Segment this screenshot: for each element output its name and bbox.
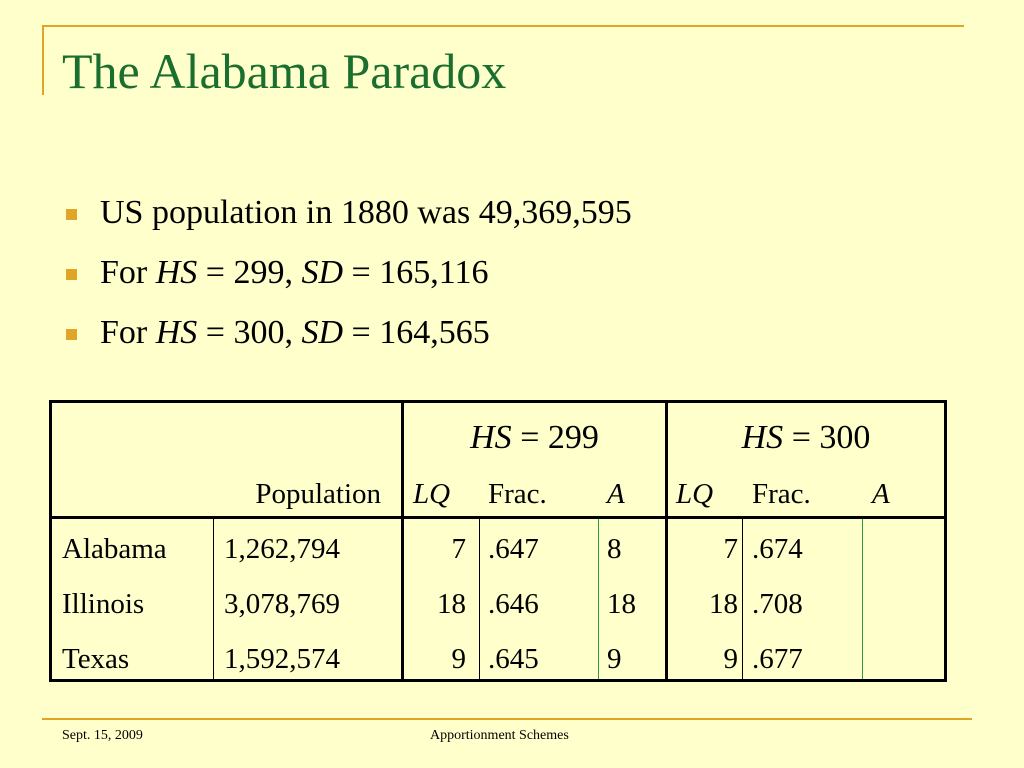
group-header-var: HS [470,419,512,456]
group-header-rest: = 299 [511,419,599,456]
cell-frac2: .674 [752,533,803,565]
cell-population: 1,592,574 [224,643,340,675]
bullet-sd: SD [301,314,344,351]
bullet-hs: HS [155,314,198,351]
title-frame-left [42,25,44,95]
bullet-square-icon [66,329,77,340]
bullet-pre: For [100,254,156,291]
cell-lq1: 7 [451,533,466,565]
cell-frac2: .708 [752,588,803,620]
cell-frac1: .647 [488,533,539,565]
footer-date: Sept. 15, 2009 [62,728,143,743]
bullet-item [62,250,632,310]
cell-lq2: 18 [709,588,738,620]
cell-a1: 9 [607,643,622,675]
table-divider-frac1 [479,519,480,679]
bullet-list [62,190,632,370]
cell-population: 1,262,794 [224,533,340,565]
group-header-hs300 [668,421,944,455]
footer-title: Apportionment Schemes [430,728,569,743]
table-divider-state [213,519,214,679]
bullet-hs: HS [155,254,198,291]
bullet-sd: SD [301,254,344,291]
cell-a1: 18 [607,588,636,620]
column-header-a: A [872,478,890,510]
group-header-hs299 [404,421,665,455]
bullet-post: = 164,565 [343,314,490,351]
cell-lq2: 9 [723,643,738,675]
bullet-mid: = 300, [197,314,302,351]
cell-frac1: .646 [488,588,539,620]
footer-rule [42,718,972,720]
column-header-a: A [607,478,625,510]
cell-lq1: 18 [437,588,466,620]
apportionment-table [49,400,947,682]
column-header-frac: Frac. [488,478,547,510]
column-header-lq: LQ [676,478,714,510]
title-frame-top [42,25,964,27]
cell-frac2: .677 [752,643,803,675]
bullet-item [62,310,632,370]
cell-lq1: 9 [451,643,466,675]
cell-state: Texas [62,643,130,675]
cell-a1: 8 [607,533,622,565]
bullet-square-icon [66,269,77,280]
column-header-frac: Frac. [752,478,811,510]
cell-lq2: 7 [723,533,738,565]
bullet-post: = 165,116 [343,254,489,291]
bullet-text: US population in 1880 was 49,369,595 [100,194,632,231]
cell-state: Illinois [62,588,145,620]
table-divider-a1 [598,519,599,679]
bullet-square-icon [66,209,77,220]
table-divider-a2 [862,519,863,679]
table-divider-frac2 [742,519,743,679]
bullet-mid: = 299, [197,254,302,291]
cell-population: 3,078,769 [224,588,340,620]
slide-title: The Alabama Paradox [62,43,507,99]
bullet-item [62,190,632,250]
group-header-rest: = 300 [783,419,871,456]
cell-frac1: .645 [488,643,539,675]
cell-state: Alabama [62,533,167,565]
group-header-var: HS [741,419,784,456]
column-header-lq: LQ [413,478,451,510]
bullet-pre: For [100,314,156,351]
table-header-rule [52,516,944,519]
column-header-population: Population [255,478,381,510]
